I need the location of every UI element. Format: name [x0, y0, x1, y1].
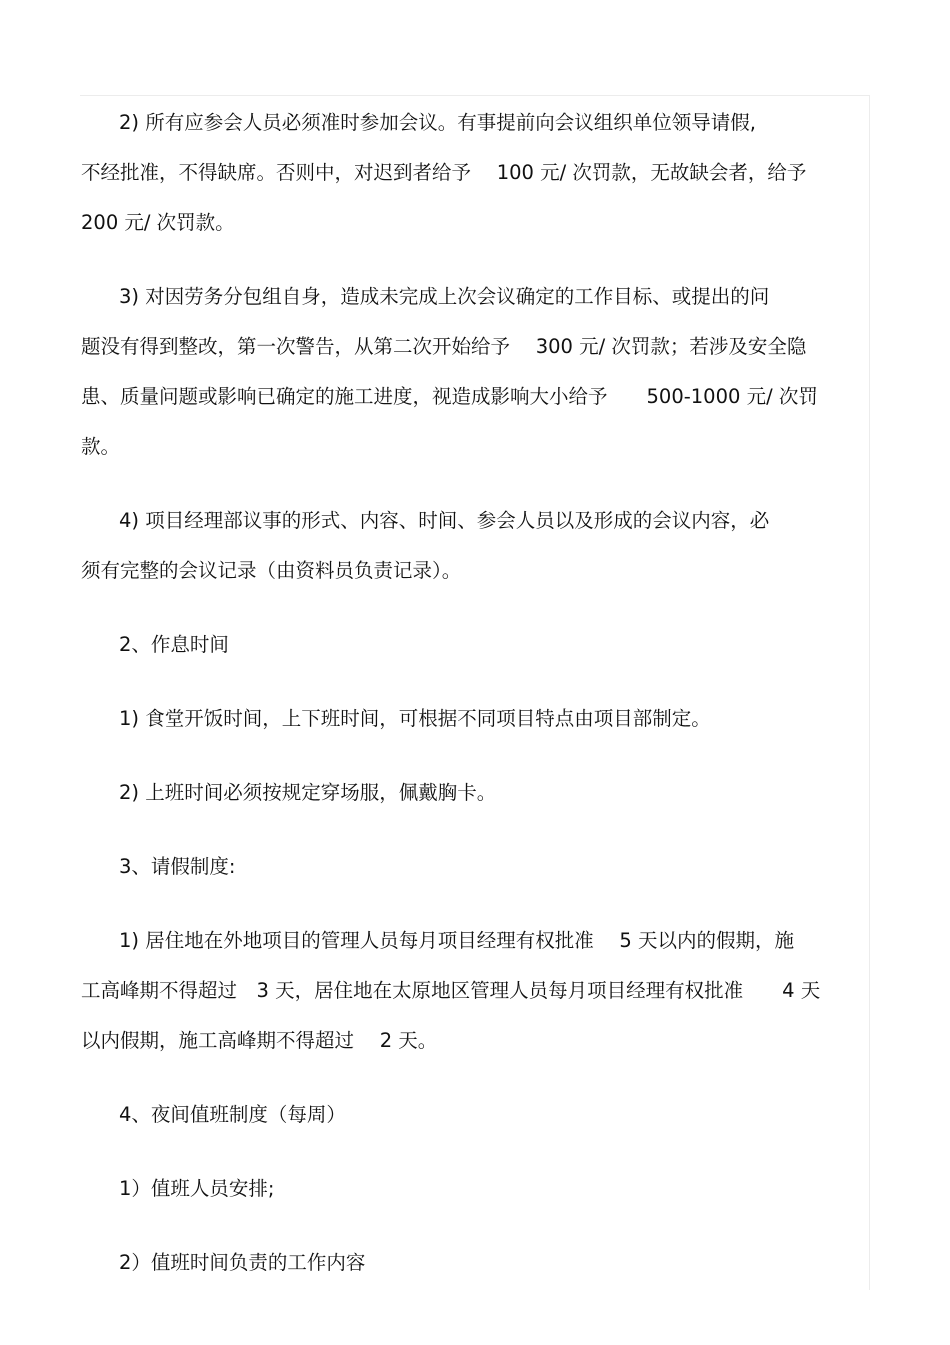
page-border-right [869, 95, 870, 1290]
paragraph-leave-rules [81, 916, 866, 1066]
text-line: 款。 [81, 435, 121, 458]
text-line: 3、请假制度: [119, 855, 236, 878]
text-line: 2) 上班时间必须按规定穿场服，佩戴胸卡。 [119, 781, 497, 804]
text-line: 题没有得到整改，第一次警告，从第二次开始给予 300 元/ 次罚款；若涉及安全隐 [81, 335, 807, 358]
paragraph-schedule-uniform [81, 768, 866, 818]
text-line: 1）值班人员安排; [119, 1177, 275, 1200]
text-line: 3) 对因劳务分包组自身，造成未完成上次会议确定的工作目标、或提出的问 [119, 285, 770, 308]
text-line: 200 元/ 次罚款。 [81, 211, 235, 234]
text-line: 1) 居住地在外地项目的管理人员每月项目经理有权批准 5 天以内的假期，施 [119, 929, 795, 952]
text-line: 以内假期，施工高峰期不得超过 2 天。 [81, 1029, 438, 1052]
paragraph-meeting-records [81, 496, 866, 596]
text-line: 工高峰期不得超过 3 天，居住地在太原地区管理人员每月项目经理有权批准 4 天 [81, 979, 821, 1002]
paragraph-subcontract-penalty [81, 272, 866, 472]
paragraph-schedule-meals [81, 694, 866, 744]
section-heading-night-duty [81, 1090, 866, 1140]
text-line: 4、夜间值班制度（每周） [119, 1103, 346, 1126]
text-line: 2）值班时间负责的工作内容 [119, 1251, 366, 1274]
text-line: 2、作息时间 [119, 633, 229, 656]
paragraph-duty-staff [81, 1164, 866, 1214]
paragraph-duty-content [81, 1238, 866, 1288]
text-line: 不经批准，不得缺席。否则中，对迟到者给予 100 元/ 次罚款，无故缺会者，给予 [81, 161, 807, 184]
text-line: 2) 所有应参会人员必须准时参加会议。有事提前向会议组织单位领导请假, [119, 111, 756, 134]
text-line: 1) 食堂开饭时间，上下班时间，可根据不同项目特点由项目部制定。 [119, 707, 711, 730]
text-line: 患、质量问题或影响已确定的施工进度，视造成影响大小给予 500-1000 元/ 次罚 [81, 385, 818, 408]
page-border-top [80, 95, 870, 96]
paragraph-meeting-attendance [81, 98, 866, 248]
section-heading-leave [81, 842, 866, 892]
document-body [81, 98, 866, 1288]
text-line: 4) 项目经理部议事的形式、内容、时间、参会人员以及形成的会议内容，必 [119, 509, 770, 532]
section-heading-schedule [81, 620, 866, 670]
text-line: 须有完整的会议记录（由资料员负责记录）。 [81, 559, 462, 582]
